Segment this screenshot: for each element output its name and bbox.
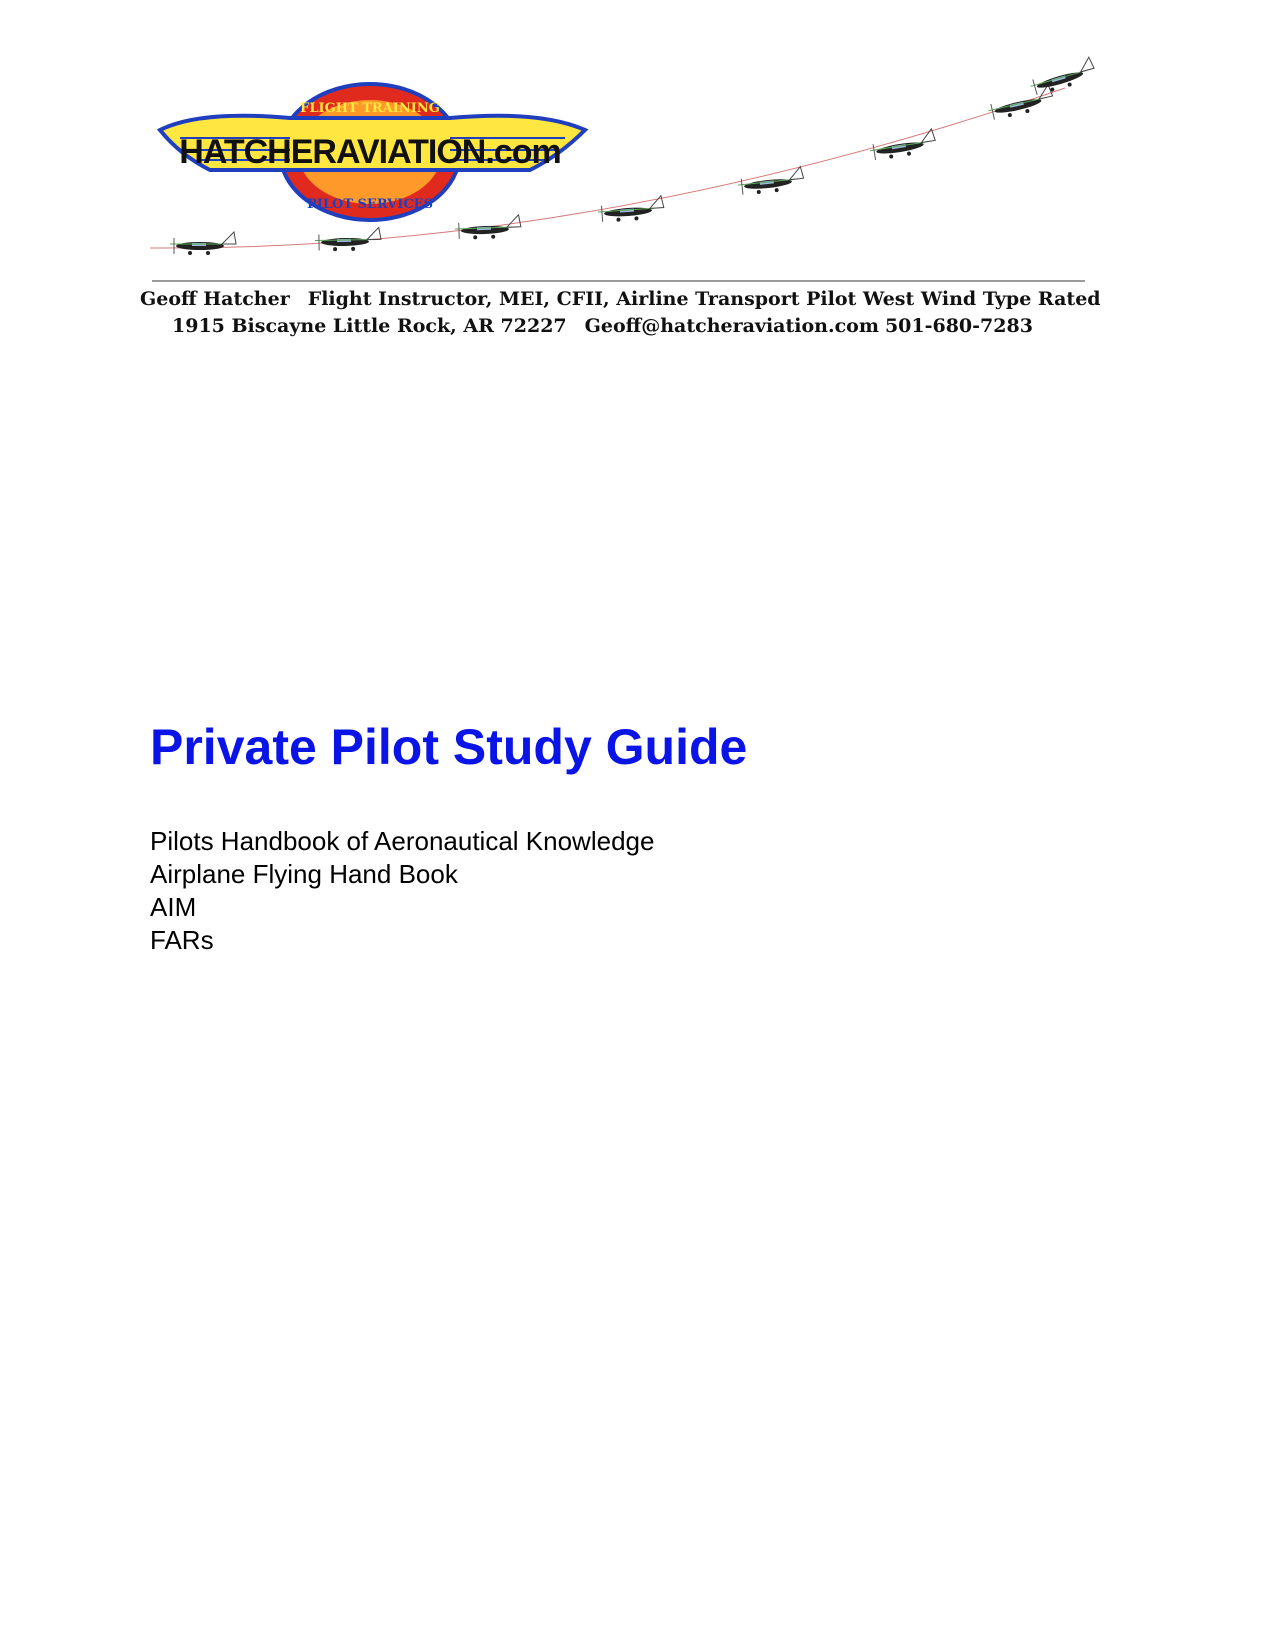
reference-list [150,825,654,957]
logo-brand-text: HATCHERAVIATION.com [179,133,561,171]
airplane-icon [868,129,937,162]
letterhead [140,60,1101,340]
address: 1915 Biscayne Little Rock, AR 72227 [172,315,567,337]
hatcher-aviation-logo [160,84,585,220]
email: Geoff@hatcheraviation.com [584,315,879,337]
logo-top-arc-text: FLIGHT TRAINING [300,101,440,116]
airplane-icon [737,166,805,196]
airplane-icon [170,232,236,255]
reference-item: Airplane Flying Hand Book [150,859,458,889]
phone: 501-680-7283 [884,315,1033,337]
airplane-icon [315,227,381,251]
instructor-name: Geoff Hatcher [140,288,290,310]
airplane-icon [455,215,522,240]
contact-line-2 [172,315,1033,337]
letterhead-graphic [140,60,1085,280]
reference-item: AIM [150,892,197,922]
airplane-icon [1027,57,1097,97]
logo-bottom-arc-text: PILOT SERVICES [307,197,433,212]
page-title: Private Pilot Study Guide [150,719,748,775]
reference-item: FARs [150,925,214,955]
contact-line-1 [140,288,1101,310]
reference-item: Pilots Handbook of Aeronautical Knowledge [150,826,655,856]
instructor-credentials: Flight Instructor, MEI, CFII, Airline Transport Pilot West Wind Type Rated [307,288,1101,310]
airplane-icon [986,84,1055,121]
letterhead-divider [152,280,1085,282]
